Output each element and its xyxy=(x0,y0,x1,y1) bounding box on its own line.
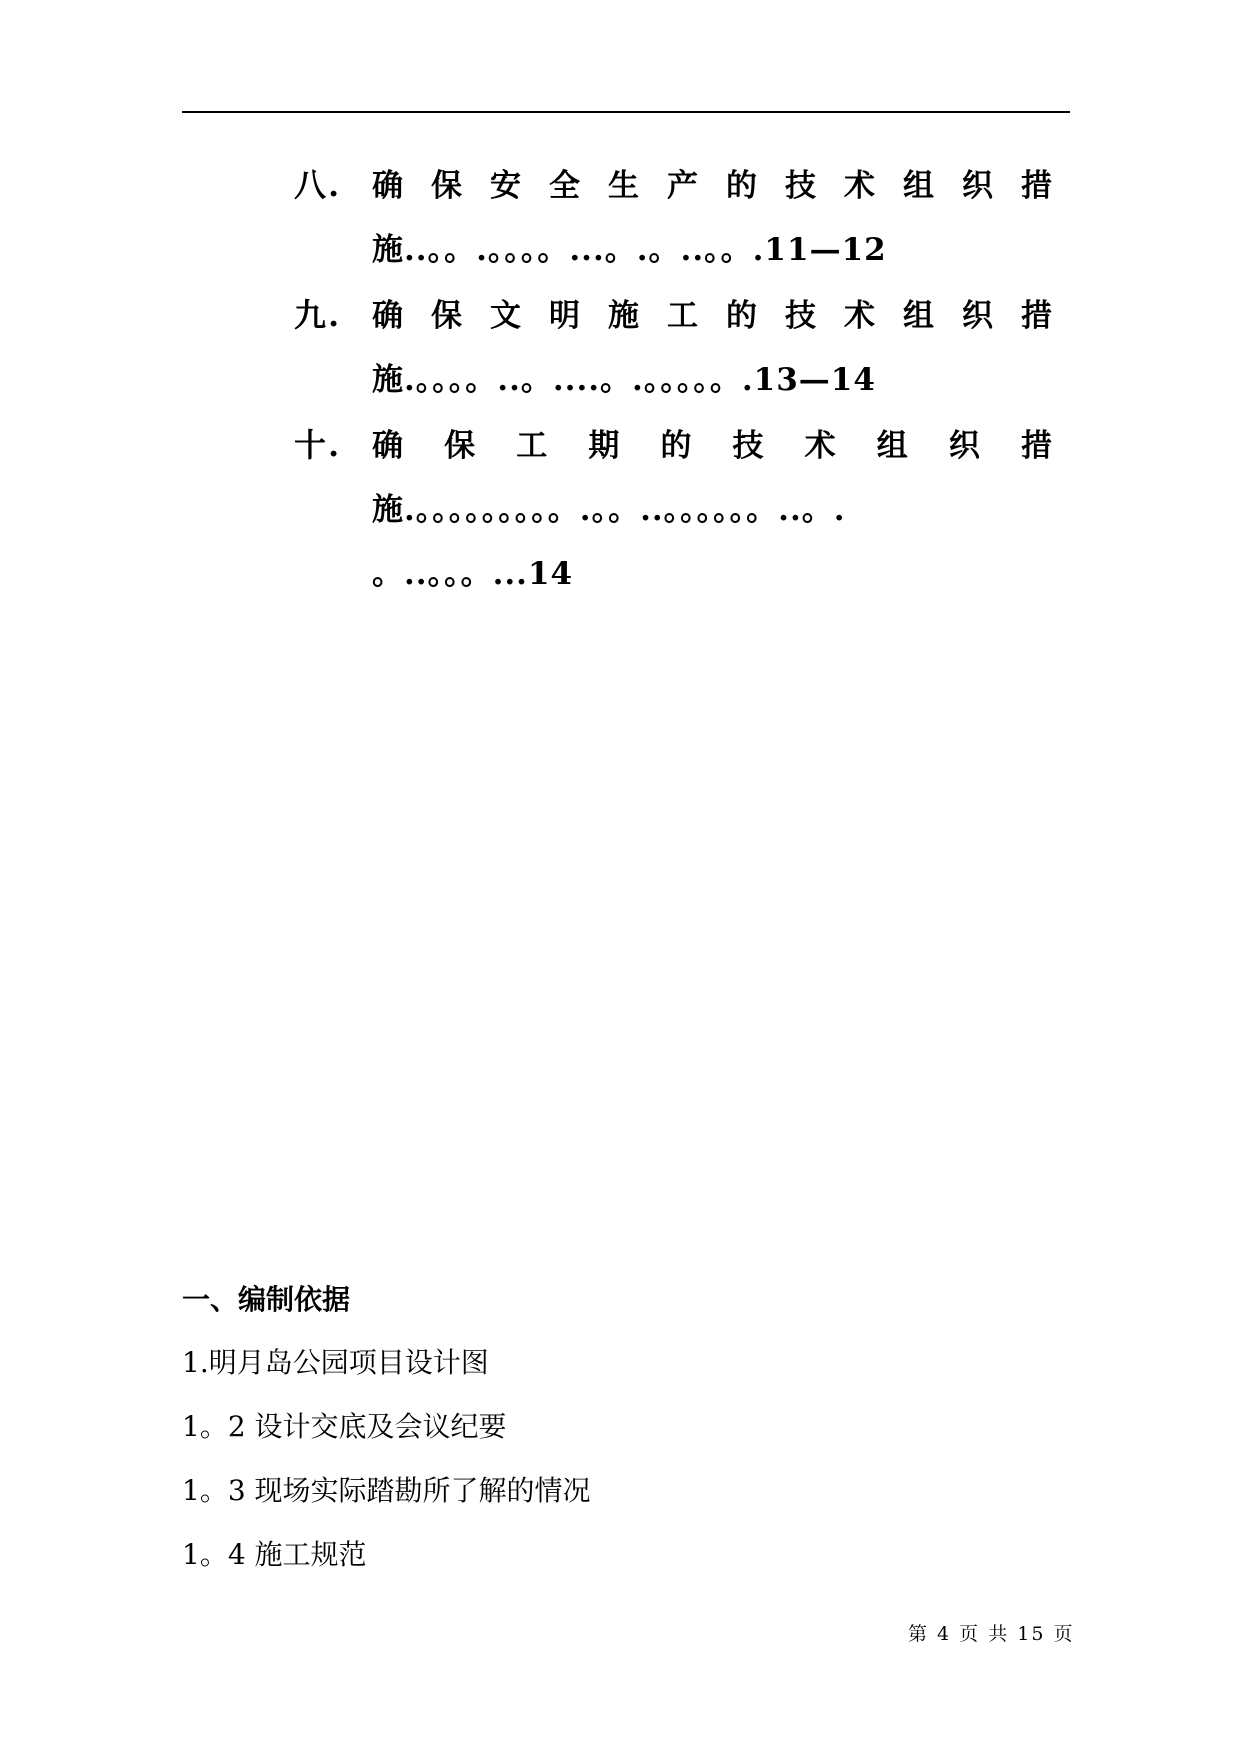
list-item: 1。4 施工规范 xyxy=(182,1538,367,1571)
page-footer: 第 4 页 共 15 页 xyxy=(908,1623,1075,1645)
toc-number: 八. xyxy=(294,166,342,204)
toc-leader-line: 。..。。。...14 xyxy=(372,556,574,592)
header-rule xyxy=(182,111,1070,113)
section-heading: 一、编制依据 xyxy=(182,1283,351,1316)
toc-number: 九. xyxy=(294,296,342,334)
list-item: 1.明月岛公园项目设计图 xyxy=(182,1346,489,1379)
toc-title: 确 保 文 明 施 工 的 技 术 组 织 措 xyxy=(372,298,1052,334)
toc-number: 十. xyxy=(294,426,342,464)
toc-leader-line: 施..。。.。。。。...。.。..。。.11—12 xyxy=(372,232,887,268)
toc-title: 确 保 工 期 的 技 术 组 织 措 xyxy=(372,428,1052,464)
list-item: 1。2 设计交底及会议纪要 xyxy=(182,1410,507,1443)
toc-leader-line: 施.。。。。..。....。.。。。。。.13—14 xyxy=(372,362,876,398)
list-item: 1。3 现场实际踏勘所了解的情况 xyxy=(182,1474,591,1507)
toc-leader-line: 施.。。。。。。。。。.。。..。。。。。。..。. xyxy=(372,492,846,528)
toc-title: 确 保 安 全 生 产 的 技 术 组 织 措 xyxy=(372,168,1052,204)
